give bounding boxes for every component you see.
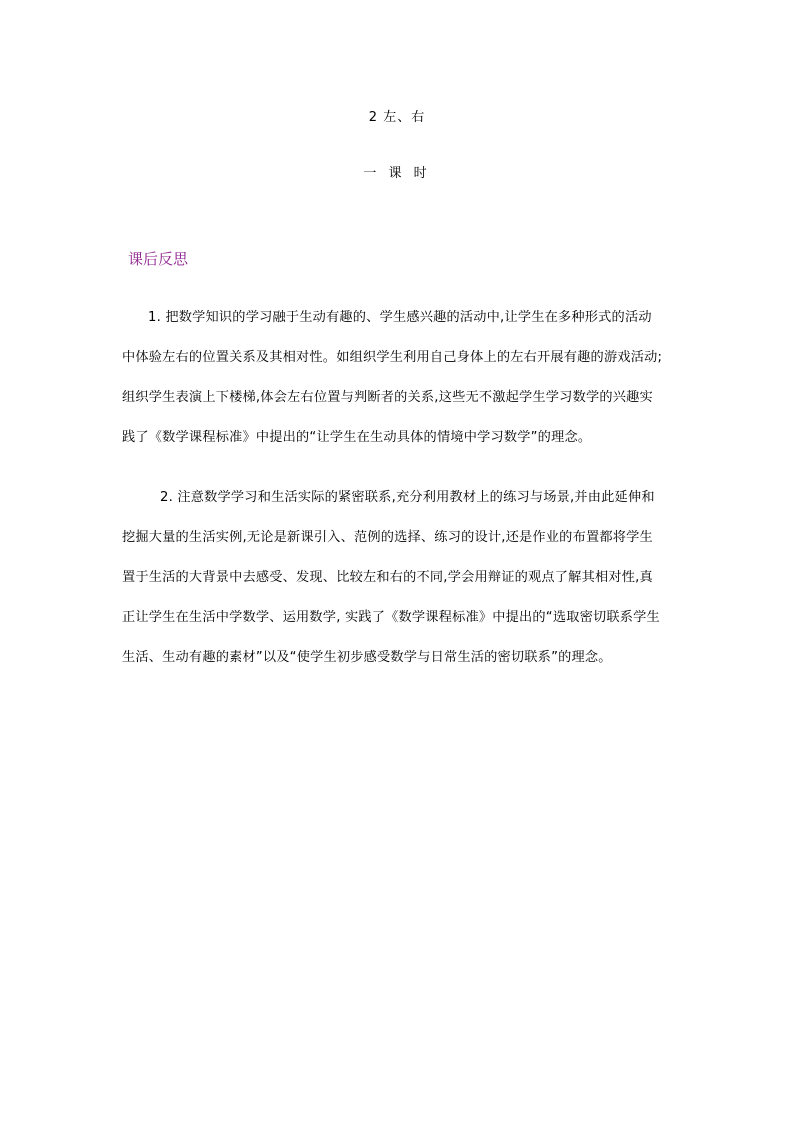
section-heading-reflection: 课后反思 — [128, 250, 189, 268]
paragraph-1 — [122, 298, 674, 458]
lesson-subtitle: 一 课 时 — [363, 166, 431, 181]
paragraph-2 — [122, 478, 674, 678]
paragraph-2-line: 挖掘大量的生活实例,无论是新课引入、范例的选择、练习的设计,还是作业的布置都将学生 — [122, 530, 653, 545]
paragraph-2-line: 正让学生在生活中学数学、运用数学, 实践了《数学课程标准》中提出的“选取密切联系学生 — [122, 610, 660, 625]
paragraph-1-line: 中体验左右的位置关系及其相对性。如组织学生利用自己身体上的左右开展有趣的游戏活动; — [122, 350, 663, 365]
paragraph-1-line: 组织学生表演上下楼梯,体会左右位置与判断者的关系,这些无不激起学生学习数学的兴趣实 — [122, 390, 653, 405]
paragraph-1-line: 1. 把数学知识的学习融于生动有趣的、学生感兴趣的活动中,让学生在多种形式的活动 — [148, 310, 652, 325]
paragraph-1-line: 践了《数学课程标准》中提出的“让学生在生动具体的情境中学习数学”的理念。 — [122, 430, 592, 445]
paragraph-2-line: 2. 注意数学学习和生活实际的紧密联系,充分利用教材上的练习与场景,并由此延伸和 — [160, 490, 655, 505]
paragraph-2-line: 置于生活的大背景中去感受、发现、比较左和右的不同,学会用辩证的观点了解其相对性,真 — [122, 570, 653, 585]
lesson-title: 2 左、右 — [368, 110, 426, 125]
paragraph-2-line: 生活、生动有趣的素材”以及“使学生初步感受数学与日常生活的密切联系”的理念。 — [122, 650, 612, 665]
